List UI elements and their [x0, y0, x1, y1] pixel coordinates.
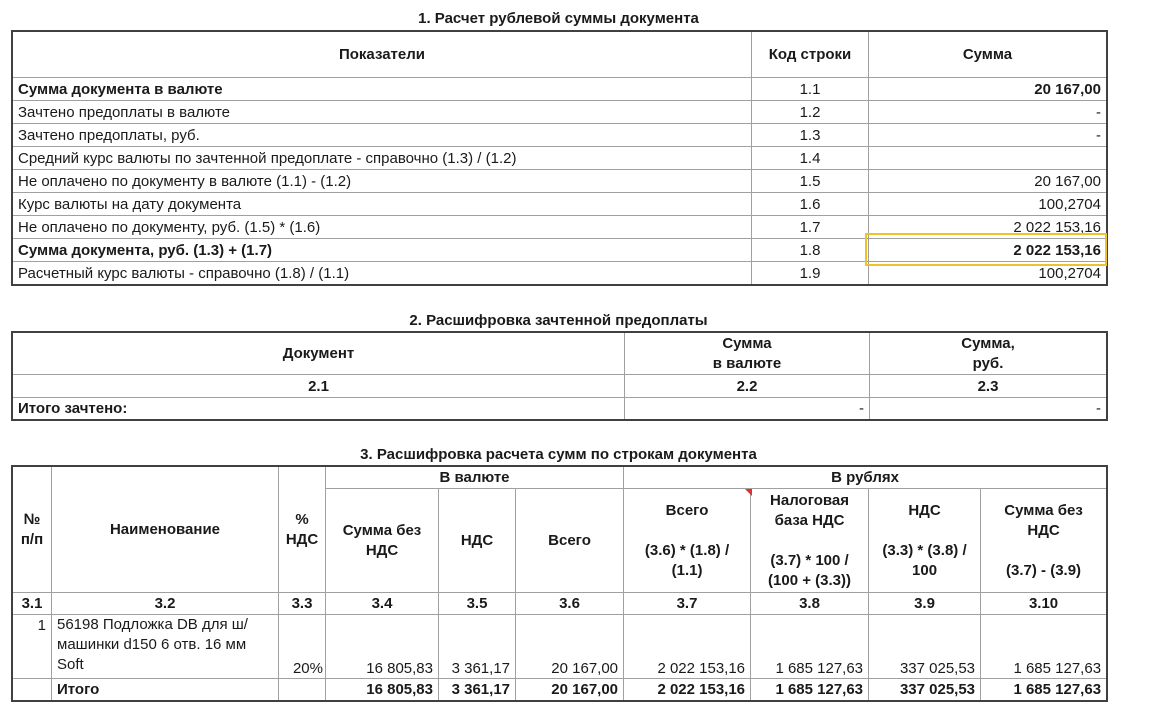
totals-row [13, 679, 1107, 701]
row-vat-pct: 20% [279, 615, 326, 679]
header-sum-currency-text: Сумма в валюте [712, 334, 782, 372]
row-sum[interactable]: 100,2704 [869, 193, 1107, 216]
table-row [13, 239, 1107, 262]
row-label: Зачтено предоплаты в валюте [13, 101, 752, 124]
row-code: 1.9 [752, 262, 869, 285]
header-rub-novat-text: Сумма без НДС (3.7) - (3.9) [1004, 501, 1083, 579]
header-num [13, 467, 52, 593]
totals-rub-base: 1 685 127,63 [751, 679, 869, 701]
row-sum[interactable]: 2 022 153,16 [869, 239, 1107, 262]
row-sum[interactable] [869, 147, 1107, 170]
totals-rub-novat: 1 685 127,63 [981, 679, 1107, 701]
row-sum[interactable]: 20 167,00 [869, 78, 1107, 101]
totals-rub-total: 2 022 153,16 [624, 679, 751, 701]
row-label: Расчетный курс валюты - справочно (1.8) / (1.1) [13, 262, 752, 285]
row-label: Курс валюты на дату документа [13, 193, 752, 216]
totals-label: Итого [52, 679, 279, 701]
table-row [13, 193, 1107, 216]
code-2-1: 2.1 [13, 375, 625, 398]
header-rub-vat [869, 489, 981, 593]
row-label: Сумма документа в валюте [13, 78, 752, 101]
row-code: 1.6 [752, 193, 869, 216]
code-3-5: 3.5 [439, 593, 516, 615]
table-row [13, 216, 1107, 239]
row-sum[interactable]: 20 167,00 [869, 170, 1107, 193]
totals-vat: 3 361,17 [439, 679, 516, 701]
row-num: 1 [13, 615, 52, 679]
table-row [13, 124, 1107, 147]
total-offset-label: Итого зачтено: [13, 398, 625, 420]
row-code: 1.7 [752, 216, 869, 239]
code-2-2: 2.2 [625, 375, 870, 398]
row-code: 1.2 [752, 101, 869, 124]
row-name: 56198 Подложка DB для ш/машинки d150 6 отв. 16 мм Soft [52, 615, 279, 679]
header-rub-vat-text: НДС (3.3) * (3.8) / 100 [882, 501, 967, 579]
row-rub-novat: 1 685 127,63 [981, 615, 1107, 679]
header-sum-no-vat-text: Сумма без НДС [342, 521, 422, 559]
totals-rub-vat: 337 025,53 [869, 679, 981, 701]
code-3-3: 3.3 [279, 593, 326, 615]
header-rub-total [624, 489, 751, 593]
header-vat-pct [279, 467, 326, 593]
header-code: Код строки [752, 32, 869, 78]
row-label: Средний курс валюты по зачтенной предоплате - справочно (1.3) / (1.2) [13, 147, 752, 170]
code-3-1: 3.1 [13, 593, 52, 615]
row-rub-total: 2 022 153,16 [624, 615, 751, 679]
code-2-3: 2.3 [870, 375, 1107, 398]
code-3-9: 3.9 [869, 593, 981, 615]
header-vat: НДС [439, 489, 516, 593]
section2-table [12, 332, 1107, 420]
section1-title: 1. Расчет рублевой суммы документа [418, 10, 699, 27]
row-code: 1.4 [752, 147, 869, 170]
row-code: 1.5 [752, 170, 869, 193]
table-row [13, 78, 1107, 101]
header-rub-total-text: Всего (3.6) * (1.8) / (1.1) [644, 501, 730, 579]
header-sum: Сумма [869, 32, 1107, 78]
section1-table [12, 31, 1107, 285]
code-3-6: 3.6 [516, 593, 624, 615]
table-row [13, 262, 1107, 285]
row-vat: 3 361,17 [439, 615, 516, 679]
totals-vat-pct [279, 679, 326, 701]
section3-table [12, 466, 1107, 701]
table-row [13, 170, 1107, 193]
row-label: Не оплачено по документу в валюте (1.1) - (1.2) [13, 170, 752, 193]
header-document: Документ [13, 333, 625, 375]
header-rub-novat [981, 489, 1107, 593]
header-vat-pct-text: % НДС [285, 510, 319, 548]
header-rub-base-text: Налоговая база НДС (3.7) * 100 / (100 + (3.3)) [768, 491, 852, 589]
code-3-10: 3.10 [981, 593, 1107, 615]
row-total: 20 167,00 [516, 615, 624, 679]
totals-sum-no-vat: 16 805,83 [326, 679, 439, 701]
totals-num [13, 679, 52, 701]
header-name: Наименование [52, 467, 279, 593]
total-offset-currency: - [625, 398, 870, 420]
row-code: 1.8 [752, 239, 869, 262]
code-3-4: 3.4 [326, 593, 439, 615]
code-3-2: 3.2 [52, 593, 279, 615]
section2-title: 2. Расшифровка зачтенной предоплаты [409, 312, 708, 329]
header-rub-base [751, 489, 869, 593]
table-row [13, 147, 1107, 170]
row-code: 1.1 [752, 78, 869, 101]
header-sum-rub [870, 333, 1107, 375]
header-sum-currency [625, 333, 870, 375]
header-sum-no-vat [326, 489, 439, 593]
header-total: Всего [516, 489, 624, 593]
row-sum[interactable]: 2 022 153,16 [869, 216, 1107, 239]
row-label: Сумма документа, руб. (1.3) + (1.7) [13, 239, 752, 262]
code-3-7: 3.7 [624, 593, 751, 615]
total-offset-rub: - [870, 398, 1107, 420]
table-row [13, 615, 1107, 679]
section3-title: 3. Расшифровка расчета сумм по строкам документа [360, 446, 757, 463]
row-label: Зачтено предоплаты, руб. [13, 124, 752, 147]
row-rub-vat: 337 025,53 [869, 615, 981, 679]
row-sum-no-vat: 16 805,83 [326, 615, 439, 679]
row-label: Не оплачено по документу, руб. (1.5) * (1.6) [13, 216, 752, 239]
header-num-text: № п/п [20, 510, 44, 548]
row-sum[interactable]: - [869, 124, 1107, 147]
row-code: 1.3 [752, 124, 869, 147]
row-sum[interactable]: 100,2704 [869, 262, 1107, 285]
header-group-currency: В валюте [326, 467, 624, 489]
header-indicators: Показатели [13, 32, 752, 78]
header-sum-rub-text: Сумма, руб. [961, 334, 1015, 372]
table-row [13, 101, 1107, 124]
comment-marker-icon [745, 489, 752, 496]
header-group-rub: В рублях [624, 467, 1107, 489]
code-3-8: 3.8 [751, 593, 869, 615]
row-rub-base: 1 685 127,63 [751, 615, 869, 679]
totals-total: 20 167,00 [516, 679, 624, 701]
row-sum[interactable]: - [869, 101, 1107, 124]
